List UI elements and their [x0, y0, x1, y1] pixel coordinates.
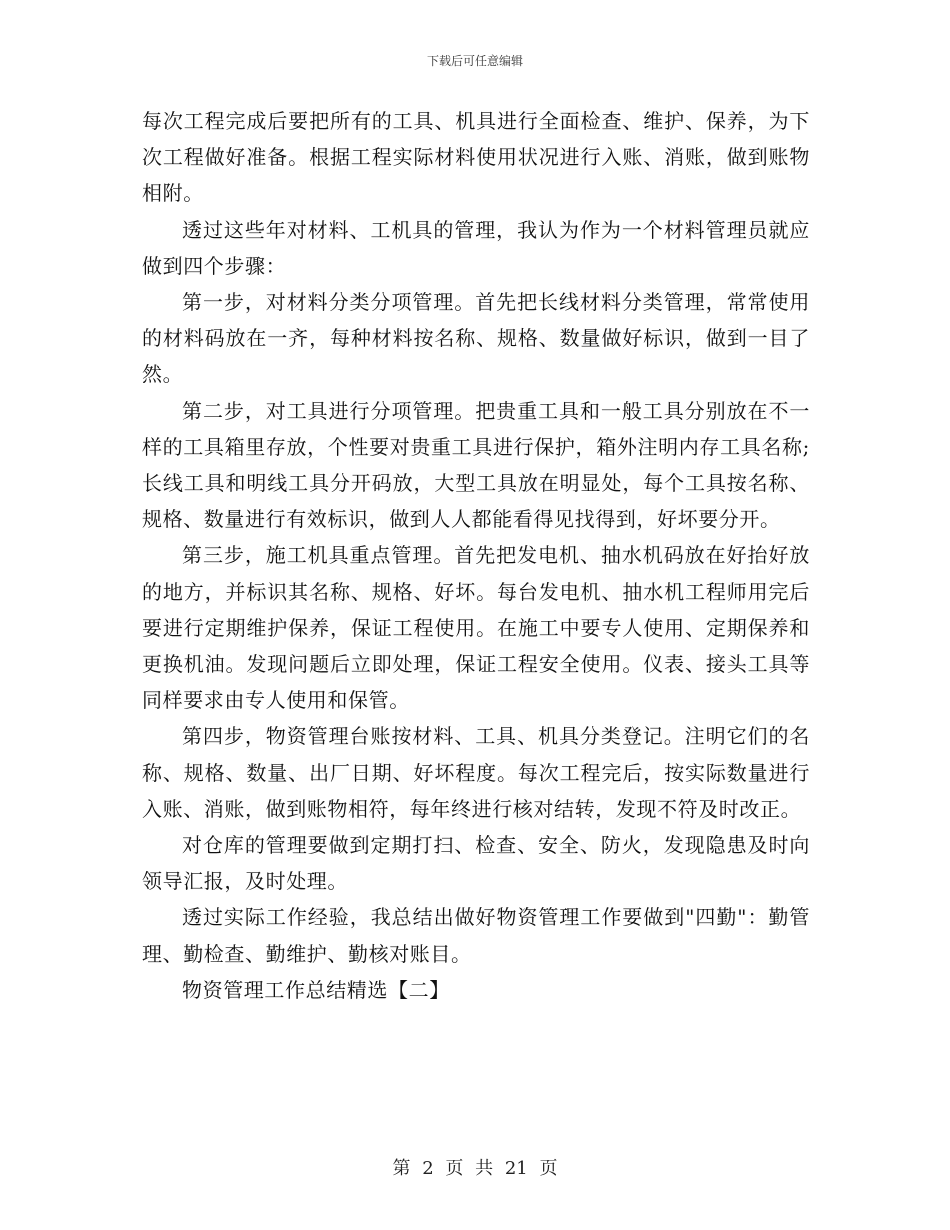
- paragraph-warehouse: 对仓库的管理要做到定期打扫、检查、安全、防火，发现隐患及时向领导汇报，及时处理。: [142, 833, 810, 894]
- paragraph-step-two: 第二步，对工具进行分项管理。把贵重工具和一般工具分别放在不一样的工具箱里存放，个性要对贵重工具进行保护，箱外注明内存工具名称;长线工具和明线工具分开码放，大型工具放在明显处，每个工具按名称、规格、数量进行有效标识，做到人人都能看得见找得到，好坏要分开。: [142, 398, 810, 532]
- paragraph-step-four: 第四步，物资管理台账按材料、工具、机具分类登记。注明它们的名称、规格、数量、出厂日期、好坏程度。每次工程完后，按实际数量进行入账、消账，做到账物相符，每年终进行核对结转，发现不符及时改正。: [142, 724, 810, 821]
- paragraph-step-one: 第一步，对材料分类分项管理。首先把长线材料分类管理，常常使用的材料码放在一齐，每种材料按名称、规格、数量做好标识，做到一目了然。: [142, 290, 810, 387]
- document-body: [142, 103, 810, 1008]
- paragraph: 透过这些年对材料、工机具的管理，我认为作为一个材料管理员就应做到四个步骤：: [142, 217, 810, 278]
- paragraph-summary: 透过实际工作经验，我总结出做好物资管理工作要做到"四勤"：勤管理、勤检查、勤维护、勤核对账目。: [142, 905, 810, 966]
- page-header: 下载后可任意编辑: [426, 54, 523, 68]
- page-number: 第 2 页 共 21 页: [392, 1158, 558, 1179]
- section-heading: 物资管理工作总结精选【二】: [182, 977, 450, 1002]
- paragraph-continued: 每次工程完成后要把所有的工具、机具进行全面检查、维护、保养，为下次工程做好准备。根据工程实际材料使用状况进行入账、消账，做到账物相附。: [142, 109, 810, 206]
- paragraph-step-three: 第三步，施工机具重点管理。首先把发电机、抽水机码放在好抬好放的地方，并标识其名称、规格、好坏。每台发电机、抽水机工程师用完后要进行定期维护保养，保证工程使用。在施工中要专人使用、定期保养和更换机油。发现问题后立即处理，保证工程安全使用。仪表、接头工具等同样要求由专人使用和保管。: [142, 543, 810, 713]
